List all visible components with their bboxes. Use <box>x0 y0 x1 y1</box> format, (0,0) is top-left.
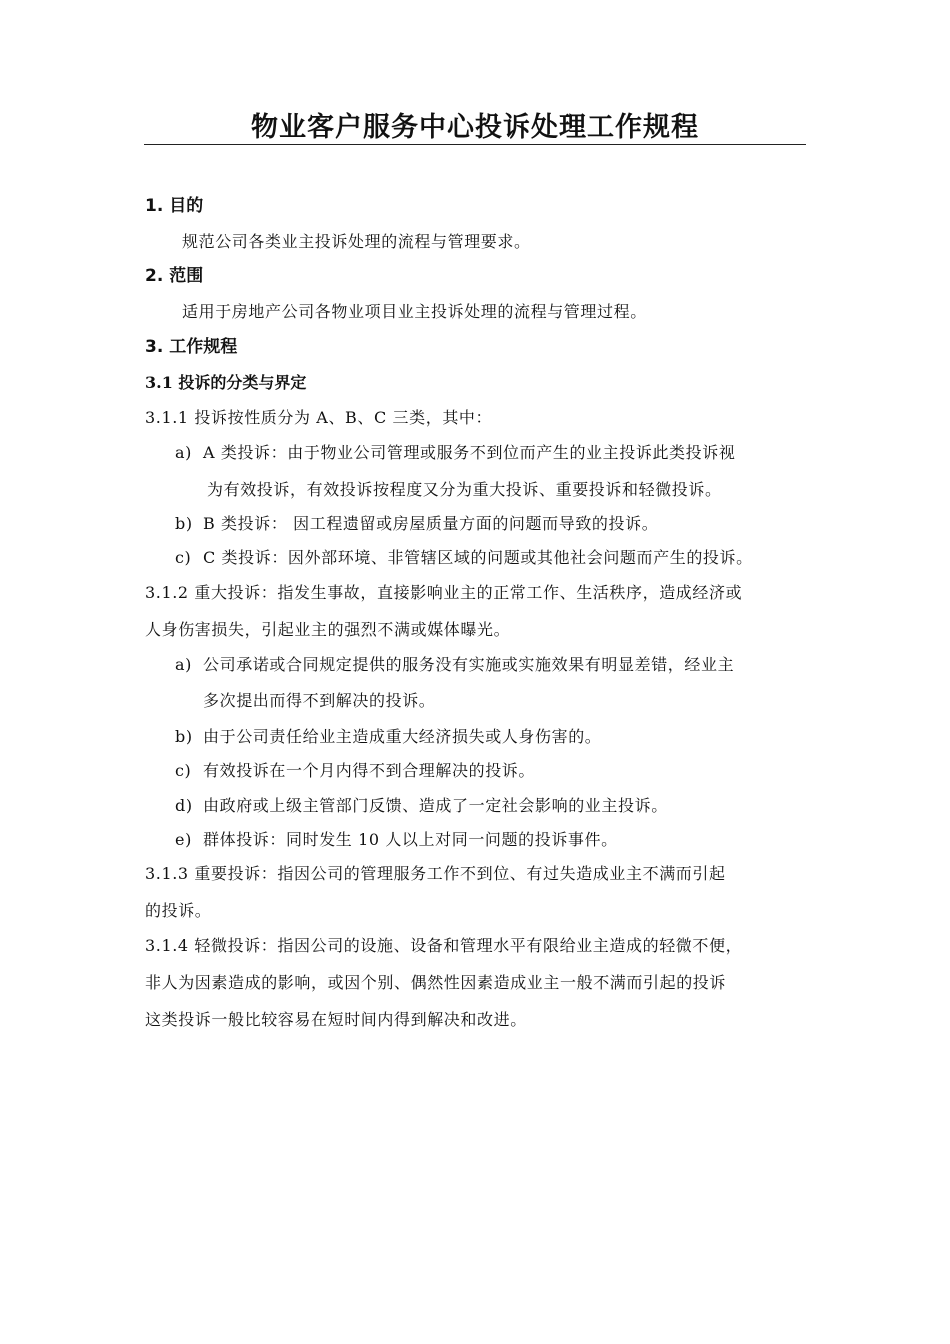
list-item-c <box>175 546 753 570</box>
title-underline <box>144 144 806 145</box>
list-item-text: B 类投诉： 因工程遗留或房屋质量方面的问题而导致的投诉。 <box>203 514 659 533</box>
list-item-text: C 类投诉：因外部环境、非管辖区域的问题或其他社会问题而产生的投诉。 <box>203 548 753 567</box>
major-list-item-e <box>175 828 618 852</box>
section-1-heading: 1. 目的 <box>145 196 204 216</box>
list-marker: b) <box>175 514 193 533</box>
list-item-text: 由政府或上级主管部门反馈、造成了一定社会影响的业主投诉。 <box>203 796 668 815</box>
list-item-text: 公司承诺或合同规定提供的服务没有实施或实施效果有明显差错，经业主 <box>203 655 735 674</box>
paragraph-3-1-2: 3.1.2 重大投诉：指发生事故，直接影响业主的正常工作、生活秩序，造成经济或 <box>145 583 743 602</box>
list-item-b <box>175 512 658 536</box>
paragraph-3-1-4-line-2: 非人为因素造成的影响，或因个别、偶然性因素造成业主一般不满而引起的投诉 <box>145 973 727 992</box>
list-marker: d) <box>175 796 193 815</box>
list-item-text: 群体投诉：同时发生 10 人以上对同一问题的投诉事件。 <box>203 830 618 849</box>
list-marker: a) <box>175 655 192 674</box>
list-item-a-continued: 为有效投诉，有效投诉按程度又分为重大投诉、重要投诉和轻微投诉。 <box>207 480 722 499</box>
paragraph-3-1-4: 3.1.4 轻微投诉：指因公司的设施、设备和管理水平有限给业主造成的轻微不便， <box>145 936 743 955</box>
section-1-text: 规范公司各类业主投诉处理的流程与管理要求。 <box>182 232 531 251</box>
list-marker: c) <box>175 761 192 780</box>
list-marker: e) <box>175 830 192 849</box>
major-list-item-b <box>175 725 601 749</box>
paragraph-3-1-3: 3.1.3 重要投诉：指因公司的管理服务工作不到位、有过失造成业主不满而引起 <box>145 864 726 883</box>
subsection-3-1-heading: 3.1 投诉的分类与界定 <box>145 373 307 392</box>
major-list-item-d <box>175 794 668 818</box>
list-marker: c) <box>175 548 192 567</box>
major-list-item-c <box>175 759 535 783</box>
section-2-heading: 2. 范围 <box>145 266 204 286</box>
paragraph-3-1-4-line-3: 这类投诉一般比较容易在短时间内得到解决和改进。 <box>145 1010 527 1029</box>
list-item-text: 由于公司责任给业主造成重大经济损失或人身伤害的。 <box>203 727 602 746</box>
list-marker: a) <box>175 443 192 462</box>
list-item-text: 有效投诉在一个月内得不到合理解决的投诉。 <box>203 761 536 780</box>
paragraph-3-1-2-continued: 人身伤害损失，引起业主的强烈不满或媒体曝光。 <box>145 620 511 639</box>
paragraph-3-1-3-continued: 的投诉。 <box>145 901 212 920</box>
list-marker: b) <box>175 727 193 746</box>
major-list-item-a <box>175 653 734 677</box>
list-item-text: A 类投诉：由于物业公司管理或服务不到位而产生的业主投诉此类投诉视 <box>203 443 736 462</box>
list-item-a <box>175 441 735 465</box>
section-3-heading: 3. 工作规程 <box>145 337 238 357</box>
document-title: 物业客户服务中心投诉处理工作规程 <box>251 112 699 143</box>
paragraph-3-1-1: 3.1.1 投诉按性质分为 A、B、C 三类，其中： <box>145 408 493 427</box>
section-2-text: 适用于房地产公司各物业项目业主投诉处理的流程与管理过程。 <box>182 302 647 321</box>
major-list-item-a-continued: 多次提出而得不到解决的投诉。 <box>203 691 436 710</box>
